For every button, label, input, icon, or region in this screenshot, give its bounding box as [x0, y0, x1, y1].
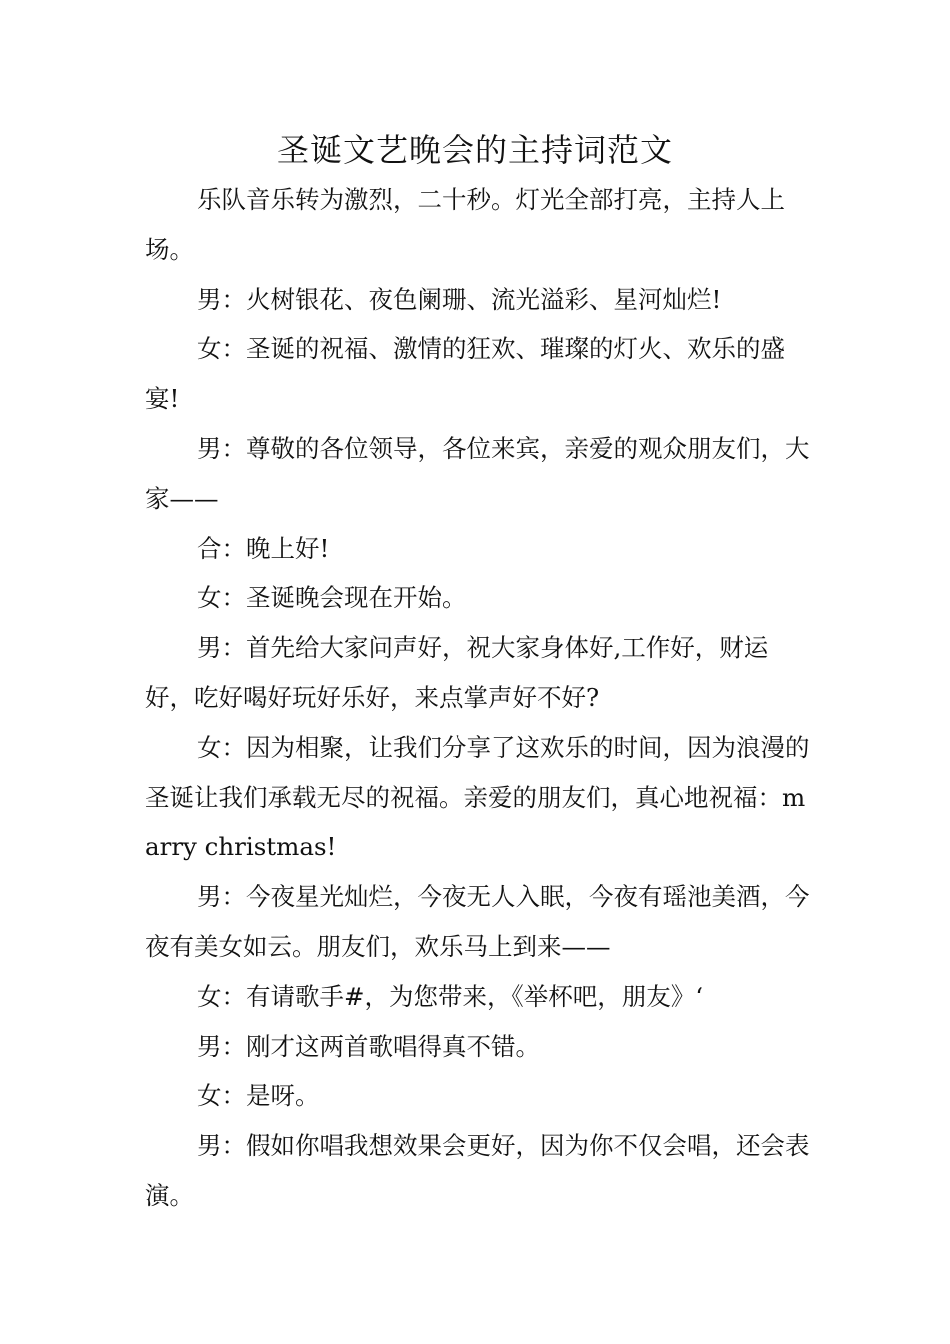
paragraph: 乐队音乐转为激烈，二十秒。灯光全部打亮，主持人上场。: [145, 185, 785, 264]
document-title: 圣诞文艺晚会的主持词范文: [276, 131, 673, 169]
paragraph: 男：首先给大家问声好，祝大家身体好,工作好，财运好，吃好喝好玩好乐好，来点掌声好不好?: [145, 633, 769, 712]
paragraph: 女：有请歌手#，为您带来，《举杯吧，朋友》‘: [197, 981, 704, 1011]
document-body: [145, 175, 810, 1221]
paragraph: 女：因为相聚，让我们分享了这欢乐的时间，因为浪漫的圣诞让我们承载无尽的祝福。亲爱的朋友们，真心地祝福：marry christmas!: [145, 732, 810, 862]
paragraph: 女：圣诞的祝福、激情的狂欢、璀璨的灯火、欢乐的盛宴!: [145, 334, 785, 414]
paragraph: 男：尊敬的各位领导，各位来宾，亲爱的观众朋友们，大家——: [145, 433, 810, 513]
paragraph: 女：圣诞晚会现在开始。: [197, 583, 467, 613]
paragraph: 男：今夜星光灿烂，今夜无人入眠，今夜有瑶池美酒，今夜有美女如云。朋友们，欢乐马上到来——: [145, 882, 810, 961]
paragraph: 合：晚上好!: [197, 533, 330, 563]
paragraph: 男：刚才这两首歌唱得真不错。: [197, 1031, 540, 1061]
paragraph: 女：是呀。: [197, 1081, 320, 1111]
paragraph: 男：火树银花、夜色阑珊、流光溢彩、星河灿烂!: [197, 284, 722, 314]
paragraph: 男：假如你唱我想效果会更好，因为你不仅会唱，还会表演。: [145, 1131, 810, 1210]
